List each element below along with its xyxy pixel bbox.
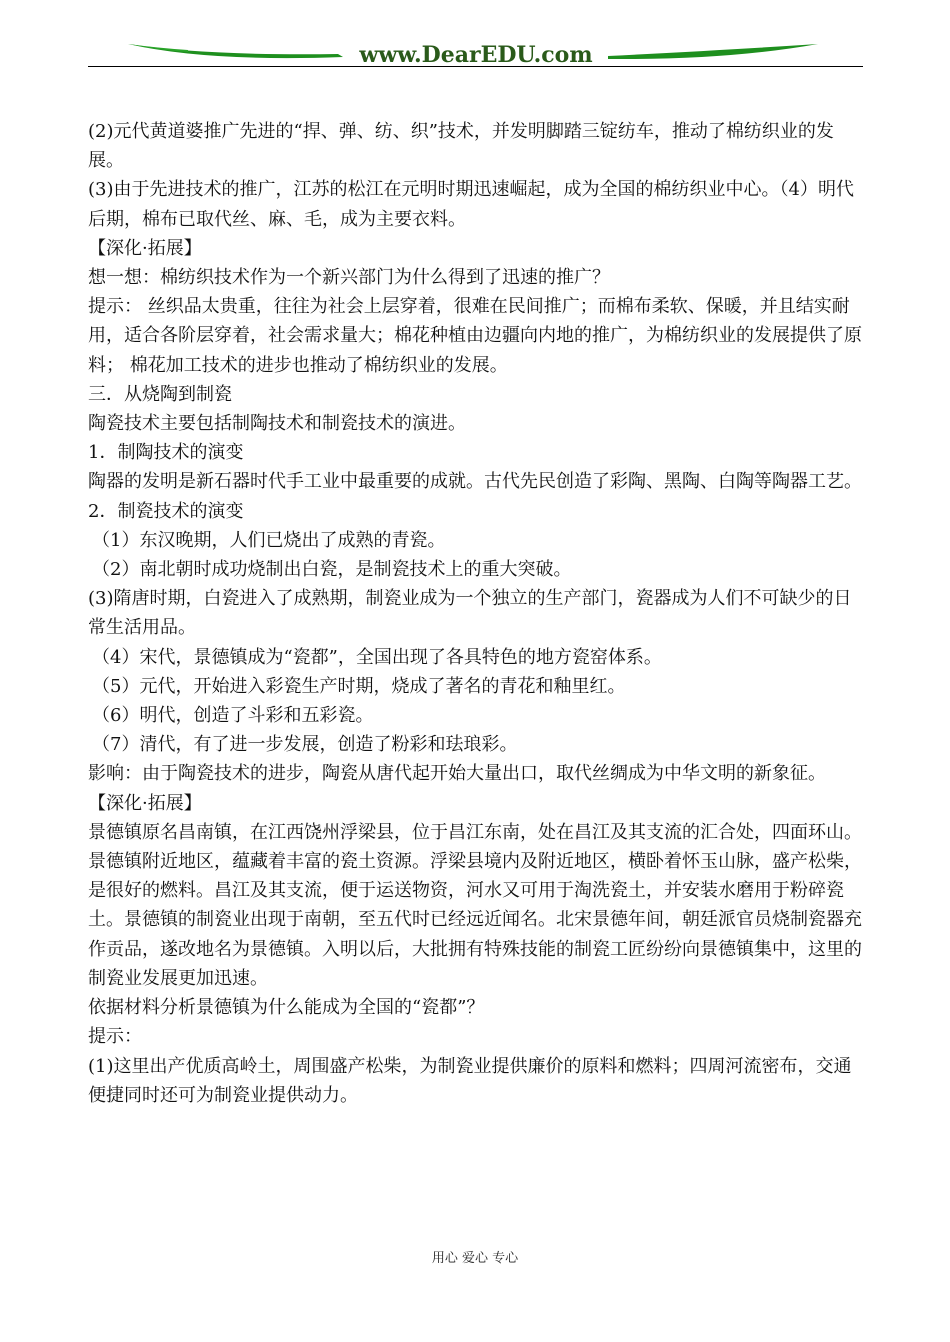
paragraph: 景德镇原名昌南镇，在江西饶州浮梁县，位于昌江东南，处在昌江及其支流的汇合处，四面环山。景德镇附近地区，蕴藏着丰富的瓷土资源。浮梁县境内及附近地区，横卧着怀玉山脉，盛产松柴，是很好的燃料。昌江及其支流，便于运送物资，河水又可用于淘洗瓷土，并安装水磨用于粉碎瓷土。景德镇的制瓷业出现于南朝，至五代时已经远近闻名。北宋景德年间，朝廷派官员烧制瓷器充作贡品，遂改地名为景德镇。入明以后，大批拥有特殊技能的制瓷工匠纷纷向景德镇集中，这里的制瓷业发展更加迅速。: [88, 821, 862, 989]
document-body: [88, 117, 868, 1110]
paragraph: 陶器的发明是新石器时代手工业中最重要的成就。古代先民创造了彩陶、黑陶、白陶等陶器工艺。: [88, 471, 862, 493]
paragraph: (1)这里出产优质高岭土，周围盛产松柴，为制瓷业提供廉价的原料和燃料；四周河流密布，交通便捷同时还可为制瓷业提供动力。: [88, 1055, 852, 1106]
subsection-heading: 2．制瓷技术的演变: [88, 500, 244, 522]
paragraph: 提示：: [88, 1026, 142, 1048]
paragraph: 陶瓷技术主要包括制陶技术和制瓷技术的演进。: [88, 413, 466, 435]
list-item: （6）明代，创造了斗彩和五彩瓷。: [92, 705, 374, 727]
list-item: （1）东汉晚期，人们已烧出了成熟的青瓷。: [92, 529, 446, 551]
left-swoosh-tail-icon: [128, 44, 188, 52]
header-divider: [88, 66, 863, 67]
paragraph: (2)元代黄道婆推广先进的“捍、弹、纺、织”技术，并发明脚踏三锭纺车，推动了棉纺织业的发展。: [88, 121, 834, 172]
list-item: （4）宋代，景德镇成为“瓷都”，全国出现了各具特色的地方瓷窑体系。: [92, 646, 662, 668]
header-swoosh-graphic: [88, 30, 863, 70]
section-heading: 三．从烧陶到制瓷: [88, 383, 232, 405]
subsection-heading: 1．制陶技术的演变: [88, 442, 244, 464]
paragraph: 提示： 丝织品太贵重，往往为社会上层穿着，很难在民间推广；而棉布柔软、保暖，并且结实耐用，适合各阶层穿着，社会需求量大；棉花种植由边疆向内地的推广，为棉纺织业的发展提供了原料； 棉花加工技术的进步也推动了棉纺织业的发展。: [88, 296, 862, 376]
list-item: (3)隋唐时期，白瓷进入了成熟期，制瓷业成为一个独立的生产部门，瓷器成为人们不可缺少的日常生活用品。: [88, 588, 852, 639]
list-item: （2）南北朝时成功烧制出白瓷，是制瓷技术上的重大突破。: [92, 559, 572, 581]
paragraph: (3)由于先进技术的推广，江苏的松江在元明时期迅速崛起，成为全国的棉纺织业中心。（4）明代后期，棉布已取代丝、麻、毛，成为主要衣料。: [88, 179, 854, 230]
site-header-banner: [88, 30, 863, 70]
list-item: （5）元代，开始进入彩瓷生产时期，烧成了著名的青花和釉里红。: [92, 675, 626, 697]
page-footer: 用心 爱心 专心: [431, 1251, 519, 1266]
list-item: （7）清代，有了进一步发展，创造了粉彩和珐琅彩。: [92, 734, 518, 756]
site-name: www.DearEDU.com: [359, 42, 593, 68]
paragraph: 影响：由于陶瓷技术的进步，陶瓷从唐代起开始大量出口，取代丝绸成为中华文明的新象征。: [88, 763, 826, 785]
section-label: 【深化·拓展】: [88, 792, 202, 814]
paragraph: 依据材料分析景德镇为什么能成为全国的“瓷都”？: [88, 997, 485, 1019]
left-swoosh-icon: [128, 44, 343, 58]
right-swoosh-icon: [608, 44, 818, 59]
paragraph: 想一想：棉纺织技术作为一个新兴部门为什么得到了迅速的推广？: [88, 267, 610, 289]
section-label: 【深化·拓展】: [88, 237, 202, 259]
